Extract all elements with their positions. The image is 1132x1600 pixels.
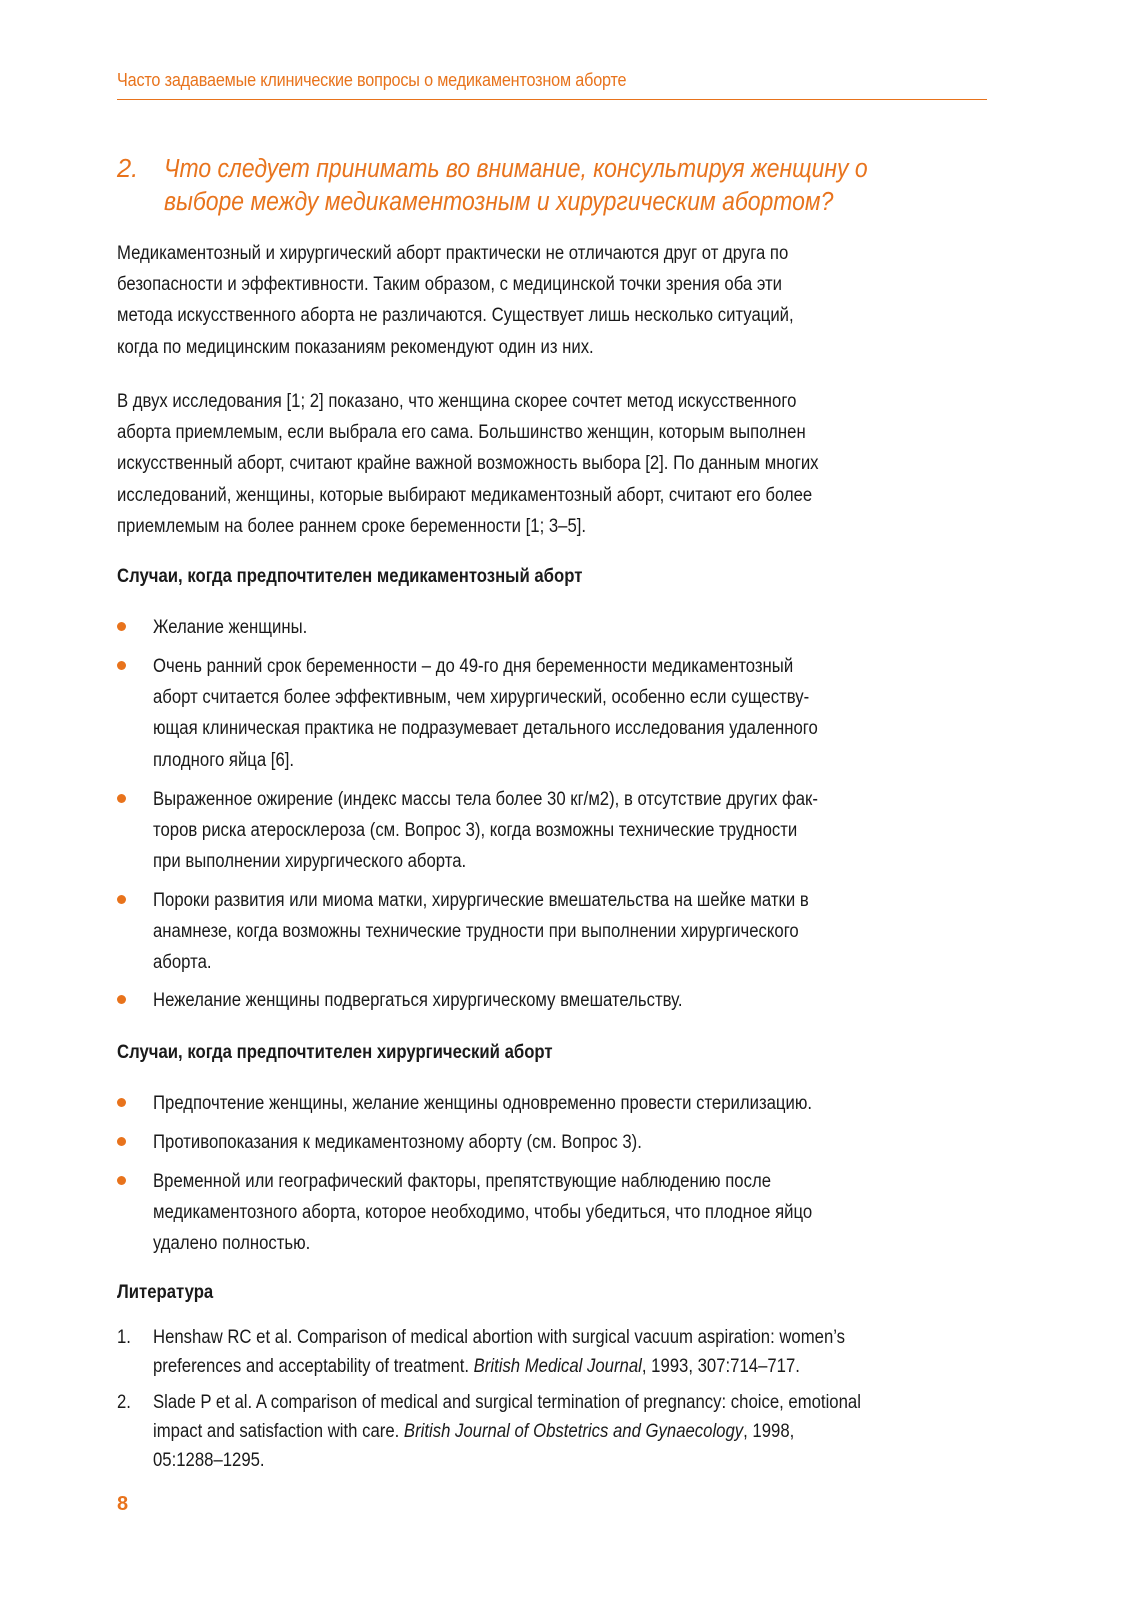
list-item-line: Очень ранний срок беременности – до 49-го дня беременности медикаментозный [153, 656, 794, 677]
reference-journal: British Medical Journal [473, 1356, 642, 1377]
list-item-line: анамнезе, когда возможны технические трудности при выполнении хирургического [153, 921, 799, 943]
paragraph-line: безопасности и эффективности. Таким образом, с медицинской точки зрения оба эти [117, 274, 783, 296]
reference-text: preferences and acceptability of treatment. [153, 1356, 474, 1377]
reference-line [153, 1352, 845, 1381]
list-item-line: Противопоказания к медикаментозному аборту (см. Вопрос 3). [153, 1132, 642, 1153]
reference-journal: British Journal of Obstetrics and Gynaecology [403, 1421, 744, 1442]
question-number: 2. [117, 155, 139, 183]
paragraph-line: Медикаментозный и хирургический аборт практически не отличаются друг от друга по [117, 243, 789, 264]
list-item-line: Пороки развития или миома матки, хирургические вмешательства на шейке матки в [153, 890, 809, 911]
list-item-line: Желание женщины. [153, 617, 308, 638]
bullet-icon [117, 1098, 126, 1107]
reference-number: 1. [117, 1327, 131, 1348]
list-item-line: Предпочтение женщины, желание женщины одновременно провести стерилизацию. [153, 1093, 813, 1114]
paragraph-line: метода искусственного аборта не различаются. Существует лишь несколько ситуаций, [117, 305, 794, 327]
list-item-line: при выполнении хирургического аборта. [153, 851, 467, 873]
bullet-icon [117, 794, 126, 803]
paragraph-line: аборта приемлемым, если выбрала его сама. Большинство женщин, которым выполнен [117, 422, 806, 444]
reference-line: Henshaw RC et al. Comparison of medical abortion with surgical vacuum aspiration: women’s [153, 1327, 846, 1348]
reference-text: , 1998, [743, 1421, 795, 1442]
bullet-icon [117, 1137, 126, 1146]
reference-text: , 1993, 307:714–717. [641, 1356, 800, 1377]
paragraph-2 [117, 386, 1017, 542]
bullet-icon [117, 995, 126, 1004]
reference-number: 2. [117, 1392, 131, 1413]
page-number: 8 [117, 1493, 129, 1515]
literature-heading: Литература [117, 1282, 214, 1303]
paragraph-line: приемлемым на более раннем сроке беременности [1; 3–5]. [117, 515, 587, 537]
running-head: Часто задаваемые клинические вопросы о медикаментозном аборте [117, 70, 627, 90]
bullet-icon [117, 622, 126, 631]
list-item-line: медикаментозного аборта, которое необходимо, чтобы убедиться, что плодное яйцо [153, 1202, 813, 1224]
question-title-line: выборе между медикаментозным и хирургическим абортом? [164, 188, 834, 216]
paragraph-line: В двух исследования [1; 2] показано, что женщина скорее сочтет метод искусственного [117, 391, 797, 412]
header-rule [117, 99, 987, 100]
section-heading-surgical: Случаи, когда предпочтителен хирургический аборт [117, 1042, 553, 1063]
reference-line: 05:1288–1295. [153, 1450, 265, 1471]
paragraph-1 [117, 238, 1017, 363]
list-item-line: аборта. [153, 952, 212, 974]
list-item-line: плодного яйца [6]. [153, 749, 295, 771]
paragraph-line: исследований, женщины, которые выбирают медикаментозный аборт, считают его более [117, 484, 813, 506]
list-item-line: Выраженное ожирение (индекс массы тела более 30 кг/м2), в отсутствие других фак- [153, 789, 818, 810]
list-item-line: торов риска атеросклероза (см. Вопрос 3), когда возможны технические трудности [153, 820, 798, 842]
list-item-line: Нежелание женщины подвергаться хирургическому вмешательству. [153, 990, 683, 1011]
section-heading-medical: Случаи, когда предпочтителен медикаментозный аборт [117, 566, 583, 587]
list-item-line: удалено полностью. [153, 1233, 311, 1255]
bullet-icon [117, 1176, 126, 1185]
question-title-line: Что следует принимать во внимание, консультируя женщину о [164, 155, 868, 183]
paragraph-line: когда по медицинским показаниям рекомендуют один из них. [117, 336, 594, 358]
reference-line: Slade P et al. A comparison of medical and surgical termination of pregnancy: choice, emotional [153, 1392, 861, 1413]
reference-text: impact and satisfaction with care. [153, 1421, 404, 1442]
bullet-icon [117, 895, 126, 904]
paragraph-line: искусственный аборт, считают крайне важной возможность выбора [2]. По данным многих [117, 453, 819, 475]
list-item-line: аборт считается более эффективным, чем хирургический, особенно если существу- [153, 687, 810, 709]
bullet-icon [117, 661, 126, 670]
reference-line [153, 1417, 861, 1446]
list-item-line: ющая клиническая практика не подразумевает детального исследования удаленного [153, 718, 818, 740]
list-item-line: Временной или географический факторы, препятствующие наблюдению после [153, 1171, 772, 1192]
